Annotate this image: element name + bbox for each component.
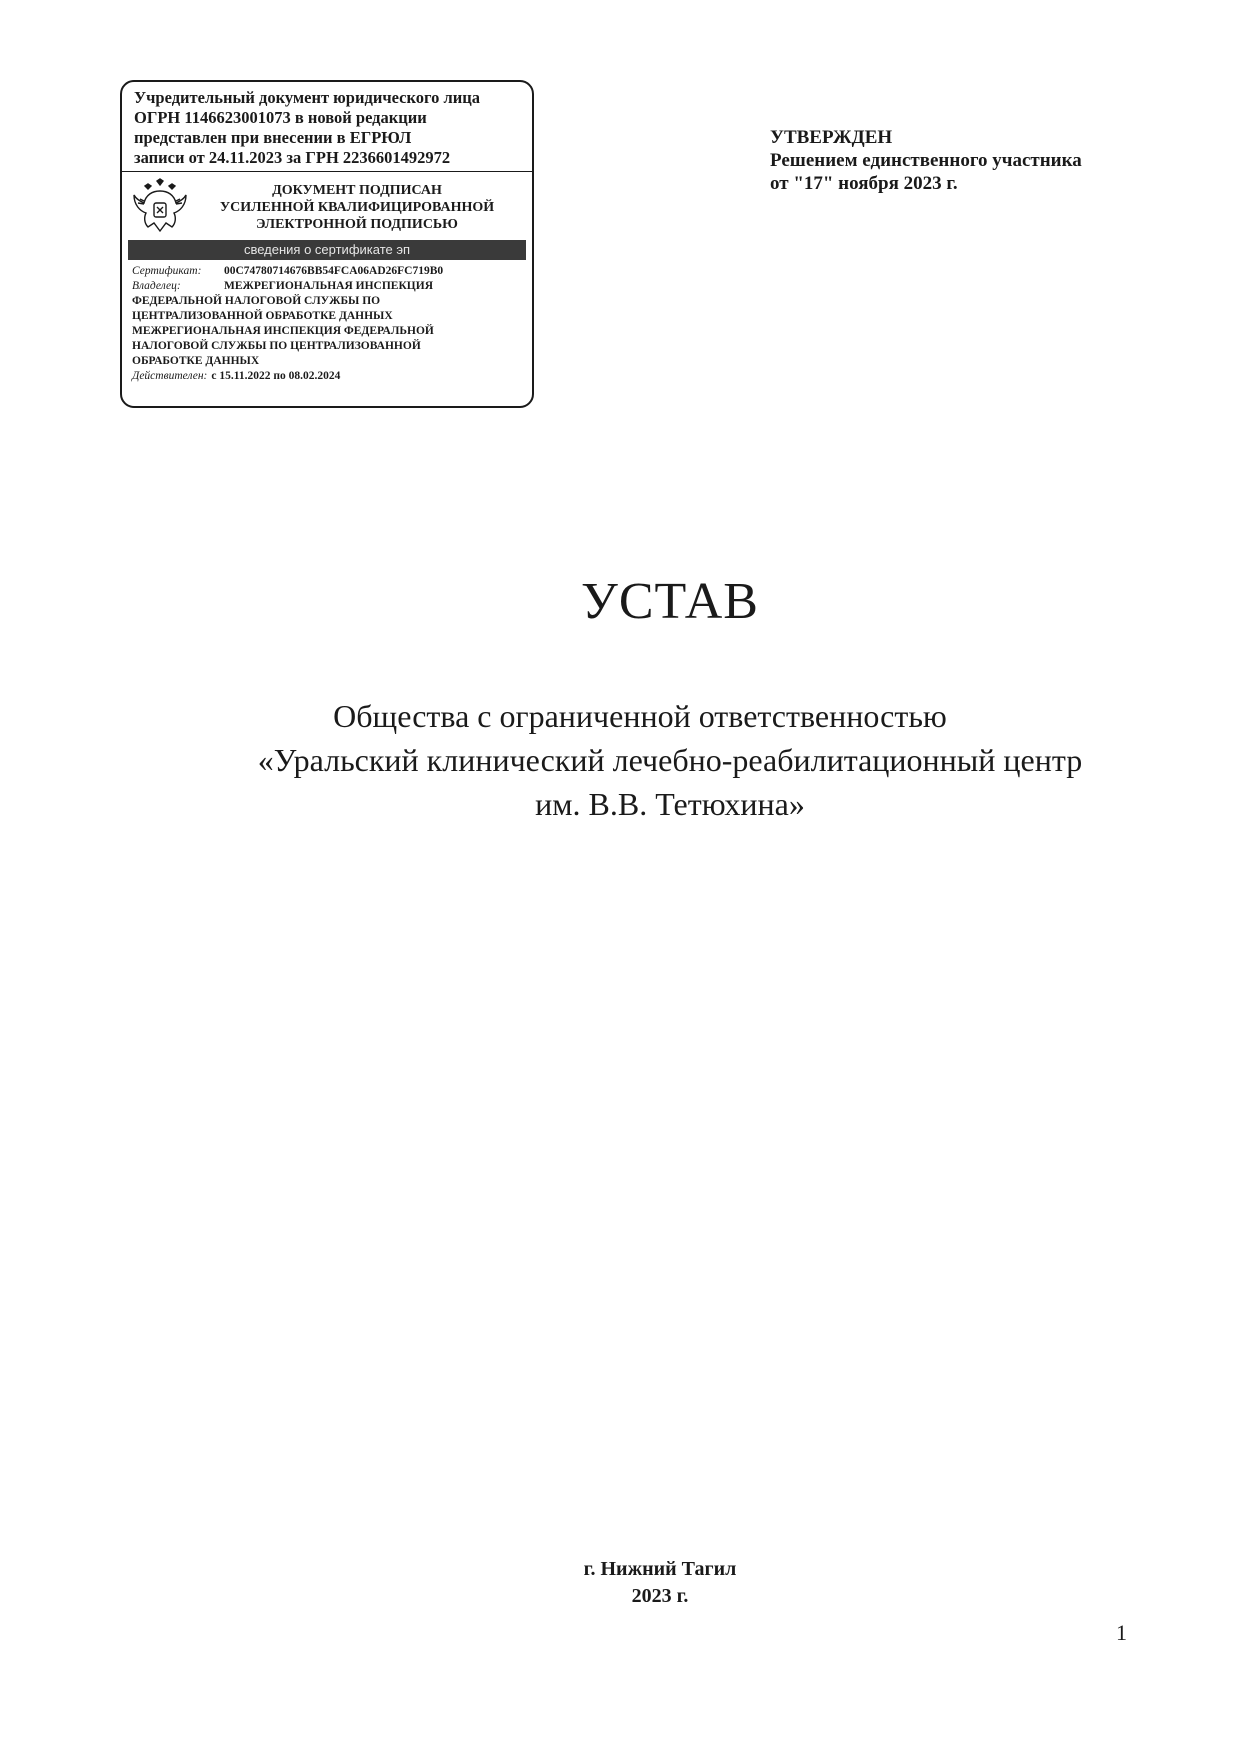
stamp-header-line: записи от 24.11.2023 за ГРН 2236601492972 <box>134 148 451 167</box>
stamp-title-row <box>122 172 532 238</box>
stamp-header-line: представлен при внесении в ЕГРЮЛ <box>134 128 412 147</box>
organization-name <box>0 694 1240 826</box>
city: г. Нижний Тагил <box>583 1558 737 1580</box>
stamp-title-line: ДОКУМЕНТ ПОДПИСАН <box>272 182 442 198</box>
organization-line: Общества с ограниченной ответственностью <box>333 698 947 734</box>
valid-label: Действителен: <box>132 370 208 382</box>
approval-date: от "17" ноября 2023 г. <box>770 173 958 194</box>
organization-line: им. В.В. Тетюхина» <box>535 786 805 822</box>
stamp-title-line: УСИЛЕННОЙ КВАЛИФИЦИРОВАННОЙ <box>219 199 495 215</box>
owner-line: МЕЖРЕГИОНАЛЬНАЯ ИНСПЕКЦИЯ <box>224 280 433 292</box>
signature-stamp <box>120 80 534 408</box>
stamp-header-line: ОГРН 1146623001073 в новой редакции <box>134 108 427 127</box>
owner-line: НАЛОГОВОЙ СЛУЖБЫ ПО ЦЕНТРАЛИЗОВАННОЙ <box>132 340 421 352</box>
approval-heading: УТВЕРЖДЕН <box>770 127 893 148</box>
footer-place-date <box>0 1556 1240 1610</box>
stamp-header-line: Учредительный документ юридического лица <box>134 88 481 107</box>
valid-row <box>132 369 524 384</box>
stamp-header <box>122 82 532 172</box>
approval-block <box>770 126 1082 195</box>
certificate-label: Сертификат: <box>132 265 202 277</box>
certificate-value: 00C74780714676BB54FCA06AD26FC719B0 <box>224 265 444 277</box>
owner-row <box>132 279 524 294</box>
stamp-title <box>190 182 524 233</box>
owner-line: МЕЖРЕГИОНАЛЬНАЯ ИНСПЕКЦИЯ ФЕДЕРАЛЬНОЙ <box>132 325 434 337</box>
year: 2023 г. <box>631 1585 689 1607</box>
certificate-row <box>132 264 524 279</box>
owner-line: ФЕДЕРАЛЬНОЙ НАЛОГОВОЙ СЛУЖБЫ ПО <box>132 295 381 307</box>
cert-info-bar: сведения о сертификате эп <box>128 240 526 260</box>
owner-line: ЦЕНТРАЛИЗОВАННОЙ ОБРАБОТКЕ ДАННЫХ <box>132 310 393 322</box>
organization-line: «Уральский клинический лечебно-реабилитационный центр <box>257 742 1083 778</box>
owner-line: ОБРАБОТКЕ ДАННЫХ <box>132 355 260 367</box>
valid-value: с 15.11.2022 по 08.02.2024 <box>211 370 341 382</box>
approval-decision: Решением единственного участника <box>770 150 1082 171</box>
document-title: УСТАВ <box>581 573 759 630</box>
stamp-title-line: ЭЛЕКТРОННОЙ ПОДПИСЬЮ <box>256 216 458 232</box>
coat-of-arms-icon <box>130 177 190 237</box>
owner-label: Владелец: <box>132 280 181 292</box>
stamp-body <box>122 264 532 384</box>
page-number: 1 <box>1116 1620 1127 1645</box>
